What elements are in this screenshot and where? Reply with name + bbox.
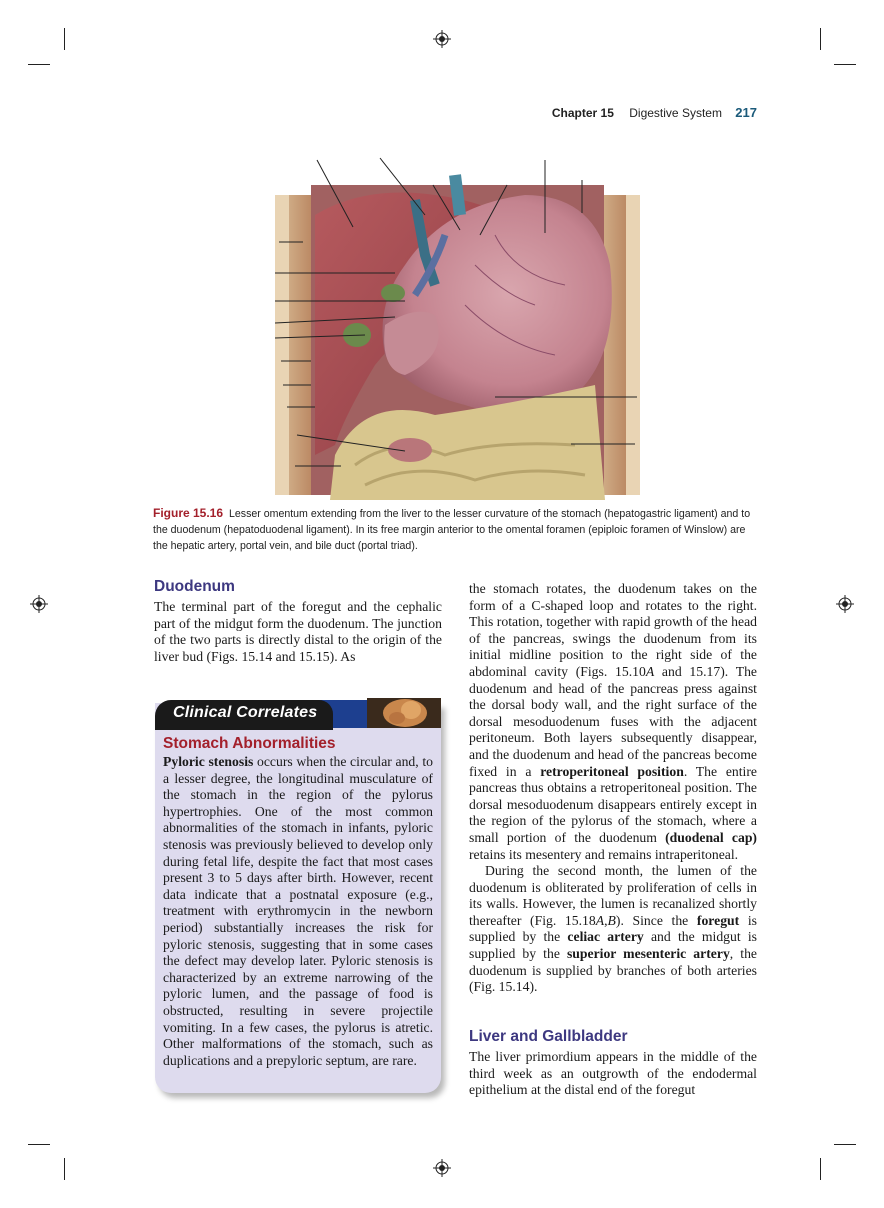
liver-intro xyxy=(469,1049,757,1099)
paragraph: The terminal part of the foregut and the cephalic part of the midgut form the duodenum. The junction of the two parts is directly distal to the origin of the liver bud (Figs. 15.14 and 15.15). As xyxy=(154,599,442,664)
bold-term: foregut xyxy=(696,912,740,928)
bold-term: retroperitoneal position xyxy=(540,763,684,779)
crop-mark xyxy=(64,1158,65,1180)
text-run: and the midgut is supplied by the xyxy=(469,929,757,962)
fetus-thumbnail-icon xyxy=(367,698,441,728)
crop-mark xyxy=(28,1144,50,1145)
bold-term: Pyloric stenosis xyxy=(163,754,254,769)
registration-mark-icon xyxy=(30,595,48,613)
section-label: Digestive System xyxy=(629,106,722,120)
fig-ref: A xyxy=(645,663,655,679)
fig-ref: B xyxy=(607,912,616,928)
crop-mark xyxy=(834,64,856,65)
registration-mark-icon xyxy=(836,595,854,613)
figure-caption-text: Lesser omentum extending from the liver to the lesser curvature of the stomach (hepatogastric ligament) and to the duodenum (hepatoduodenal ligament). In its free margin anterior to the omental foramen (epiploic foramen of Winslow) are the hepatic artery, portal vein, and bile duct (portal triad). xyxy=(153,508,751,552)
section-heading-liver: Liver and Gallbladder xyxy=(469,1028,628,1045)
anatomy-illustration xyxy=(275,155,640,500)
crop-mark xyxy=(834,1144,856,1145)
crop-mark xyxy=(820,1158,821,1180)
text-run: ). Since the xyxy=(615,912,697,928)
chapter-label: Chapter 15 xyxy=(551,106,614,120)
crop-mark xyxy=(28,64,50,65)
paragraph xyxy=(469,863,757,996)
crop-mark xyxy=(64,28,65,50)
duodenum-continued xyxy=(469,581,757,996)
running-head xyxy=(552,105,757,120)
text-run: , xyxy=(604,912,608,928)
bold-term: celiac artery xyxy=(567,929,644,945)
figure-caption xyxy=(153,505,759,554)
text-run: the stomach rotates, the duodenum takes on the form of a C-shaped loop and rotates to the right. This rotation, together with rapid growth of the head of the pancreas, swings the duodenum from its initial midline position to the right side of the abdominal cavity (Figs. 15.10 xyxy=(469,581,757,679)
text-run: . The entire pancreas thus obtains a retroperitoneal position. The dorsal mesoduodenum disappears entirely except in the region of the pylorus of the stomach, where a small portion of the duodenum xyxy=(469,763,757,845)
text-run: , the duodenum is supplied by branches of both arteries (Fig. 15.14). xyxy=(469,946,757,995)
clinical-correlates-header xyxy=(155,700,441,730)
text-run: retains its mesentery and remains intraperitoneal. xyxy=(469,846,739,862)
text-run: is supplied by the xyxy=(469,912,757,945)
bold-term: superior mesenteric artery xyxy=(566,946,730,962)
registration-mark-icon xyxy=(433,30,451,48)
duodenum-intro xyxy=(154,599,442,665)
page-number: 217 xyxy=(735,105,757,120)
clinical-subheading: Stomach Abnormalities xyxy=(163,735,336,752)
crop-mark xyxy=(820,28,821,50)
paragraph xyxy=(469,581,757,863)
figure-label: Figure 15.16 xyxy=(153,506,224,520)
paragraph: The liver primordium appears in the middle of the third week as an outgrowth of the endodermal epithelium at the distal end of the foregut xyxy=(469,1049,757,1098)
section-heading-duodenum: Duodenum xyxy=(154,578,235,595)
registration-mark-icon xyxy=(433,1159,451,1177)
clinical-text xyxy=(163,754,433,1069)
text-run: During the second month, the lumen of the duodenum is obliterated by proliferation of cells in its walls. However, the lumen is recanalized shortly thereafter (Fig. 15.18 xyxy=(469,863,757,928)
text-run: and 15.17). The duodenum and head of the pancreas press against the dorsal body wall, and the right surface of the dorsal mesoduodenum fuses with the adjacent peritoneum. Both layers subsequently disappear, and the duodenum and head of the pancreas become fixed in a xyxy=(469,663,757,779)
clinical-tab-label: Clinical Correlates xyxy=(173,704,318,721)
fig-ref: A xyxy=(595,912,605,928)
bold-term: (duodenal cap) xyxy=(665,829,757,845)
clinical-body: occurs when the circular and, to a lesser degree, the longitudinal musculature of the stomach in the region of the pylorus hypertrophies. One of the most common abnormalities of the stomach in infants, pyloric stenosis was previously believed to develop only during fetal life, despite the fact that most cases present 3 to 5 days after birth. However, recent data indicate that a postnatal exposure (e.g., treatment with erythromycin in the newborn period) substantially increases the risk for pyloric stenosis, suggesting that in some cases the defect may develop later. Pyloric stenosis is characterized by an extreme narrowing of the pyloric lumen, and the passage of food is obstructed, resulting in severe projectile vomiting. In a few cases, the pylorus is atretic. Other malformations of the stomach, such as duplications and a prepyloric septum, are rare. xyxy=(163,754,433,1068)
